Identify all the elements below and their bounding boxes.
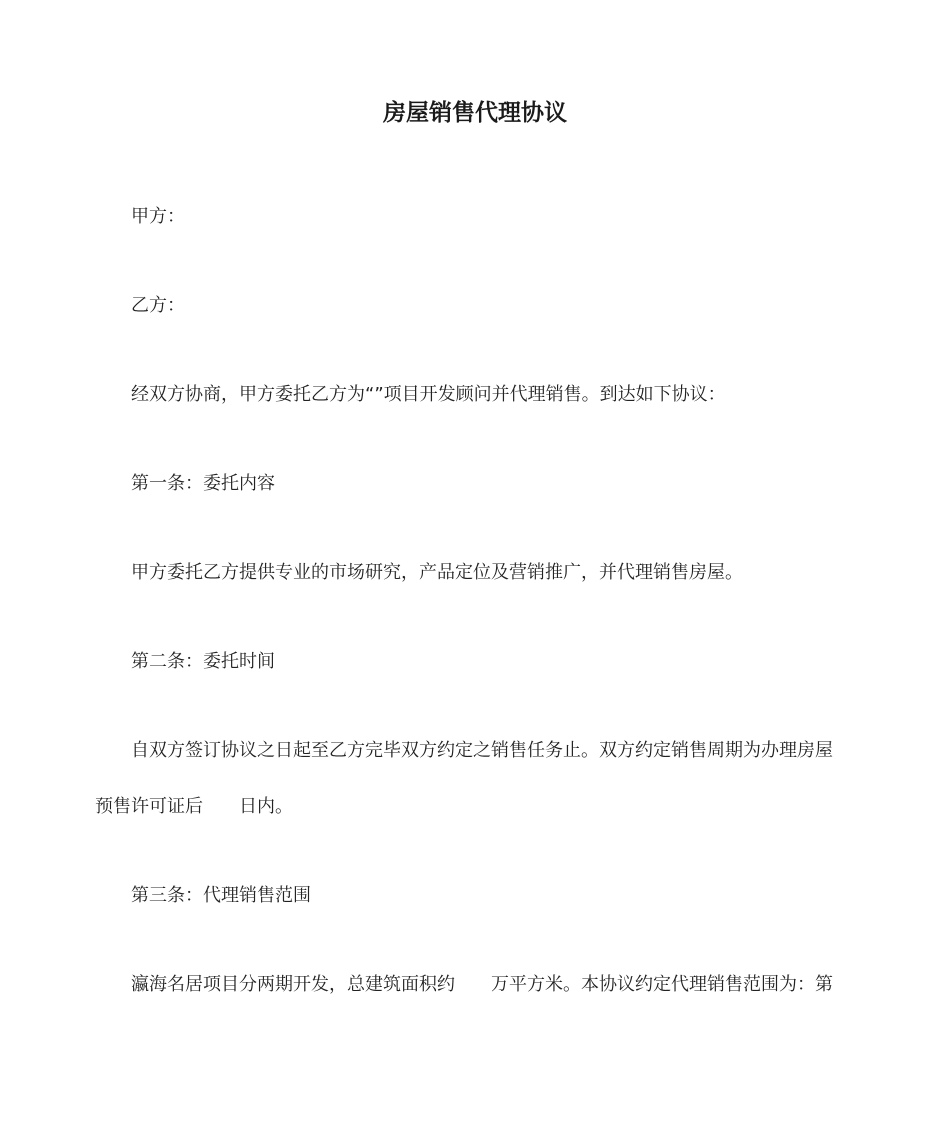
article-2-heading: 第二条：委托时间 (131, 651, 275, 672)
article-2-text-line-1: 自双方签订协议之日起至乙方完毕双方约定之销售任务止。双方约定销售周期为办理房屋 (131, 740, 833, 761)
document-title: 房屋销售代理协议 (383, 100, 567, 126)
article-3-text-line-1: 瀛海名居项目分两期开发，总建筑面积约 万平方米。本协议约定代理销售范围为：第 (131, 974, 833, 995)
article-1-text: 甲方委托乙方提供专业的市场研究，产品定位及营销推广，并代理销售房屋。 (131, 562, 743, 583)
party-b-label: 乙方： (131, 295, 185, 316)
article-1-heading: 第一条：委托内容 (131, 473, 275, 494)
party-a-label: 甲方： (131, 206, 185, 227)
intro-paragraph: 经双方协商，甲方委托乙方为“”项目开发顾问并代理销售。到达如下协议： (131, 384, 726, 405)
article-3-heading: 第三条：代理销售范围 (131, 885, 311, 906)
article-2-text-line-2: 预售许可证后 日内。 (95, 796, 293, 817)
